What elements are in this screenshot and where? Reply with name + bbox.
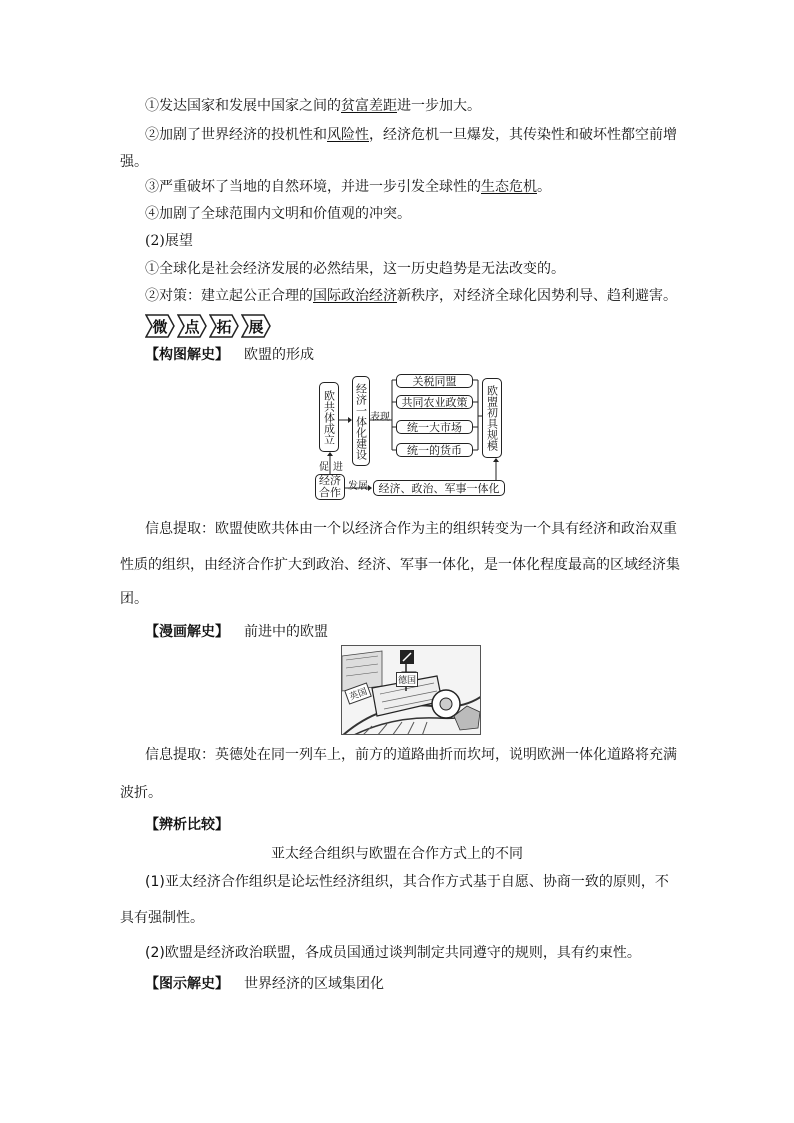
item-single-market: 统一大市场 (396, 420, 473, 434)
impact-line-1 (145, 96, 481, 116)
label-promote-1: 促 (319, 462, 329, 473)
banner-chevron (177, 314, 207, 338)
comparison-line: (1)亚太经济合作组织是论坛性经济组织，其合作方式基于自愿、协商一致的原则，不 (145, 874, 669, 890)
item-common-currency: 统一的货币 (396, 443, 473, 457)
section-title: 世界经济的区域集团化 (244, 976, 384, 992)
banner-chevron (241, 314, 271, 338)
label-germany: 德国 (396, 672, 418, 687)
outlook-heading: (2)展望 (145, 233, 193, 249)
impact-line-4: ④加剧了全球范围内文明和价值观的冲突。 (145, 206, 411, 222)
banner-chevron (209, 314, 239, 338)
text: ，经济危机一旦爆发，其传染性和破坏性都空前增 (369, 127, 677, 143)
eu-formation-diagram (312, 374, 512, 500)
underlined-term: 贫富差距 (341, 98, 397, 114)
label-manifest: 表现 (370, 412, 390, 423)
banner-chevron (145, 314, 175, 338)
eu-train-cartoon (341, 645, 481, 735)
info-line: 团。 (120, 591, 148, 607)
impact-line-2 (145, 125, 677, 145)
section-title: 欧盟的形成 (244, 347, 314, 363)
section-title: 前进中的欧盟 (244, 624, 328, 640)
banner-char: 微 (152, 317, 168, 336)
label-promote-2: 进 (333, 462, 343, 473)
box-ec-founded: 欧共体成立 (319, 382, 339, 452)
section-banner (145, 314, 273, 340)
info-line: 信息提取：英德处在同一列车上，前方的道路曲折而坎坷，说明欧洲一体化道路将充满 (145, 747, 677, 763)
underlined-term: 国际政治经济 (313, 288, 397, 304)
box-triple-integration: 经济、政治、军事一体化 (373, 480, 505, 496)
item-customs-union: 关税同盟 (396, 374, 473, 388)
text: ③严重破坏了当地的自然环境，并进一步引发全球性的 (145, 179, 481, 195)
underlined-term: 风险性 (327, 127, 369, 143)
box-economic-cooperation: 经济合作 (315, 474, 345, 500)
text: ②加剧了世界经济的投机性和 (145, 127, 327, 143)
box-economic-integration: 经济一体化建设 (352, 376, 370, 466)
item-common-agri-policy: 共同农业政策 (396, 395, 473, 409)
label-develop: 发展 (348, 481, 368, 492)
info-line: 波折。 (120, 785, 162, 801)
info-line: 信息提取：欧盟使欧共体由一个以经济合作为主的组织转变为一个具有经济和政治双重 (145, 521, 677, 537)
section-tag: 【构图解史】 (145, 347, 229, 363)
banner-char: 拓 (216, 317, 232, 336)
section-tag: 【漫画解史】 (145, 624, 229, 640)
banner-char: 展 (248, 317, 264, 336)
info-line: 性质的组织，由经济合作扩大到政治、经济、军事一体化，是一体化程度最高的区域经济集 (120, 557, 680, 573)
text: 。 (537, 179, 551, 195)
comparison-line: (2)欧盟是经济政治联盟，各成员国通过谈判制定共同遵守的规则，具有约束性。 (145, 945, 641, 961)
text: 进一步加大。 (397, 98, 481, 114)
outlook-line-1: ①全球化是社会经济发展的必然结果，这一历史趋势是无法改变的。 (145, 261, 565, 277)
section-tag: 【图示解史】 (145, 976, 229, 992)
underlined-term: 生态危机 (481, 179, 537, 195)
label-uk: 英国 (344, 682, 372, 704)
section-tag: 【辨析比较】 (145, 817, 229, 833)
outlook-line-2 (145, 286, 677, 306)
banner-char: 点 (184, 317, 200, 336)
text: 新秩序，对经济全球化因势利导、趋利避害。 (397, 288, 677, 304)
box-eu-takes-shape: 欧盟初具规模 (482, 378, 502, 458)
impact-line-2-cont: 强。 (120, 154, 148, 170)
text: ②对策：建立起公正合理的 (145, 288, 313, 304)
comparison-title: 亚太经合组织与欧盟在合作方式上的不同 (271, 846, 523, 862)
impact-line-3 (145, 177, 551, 197)
comparison-line: 具有强制性。 (120, 910, 204, 926)
text: ①发达国家和发展中国家之间的 (145, 98, 341, 114)
